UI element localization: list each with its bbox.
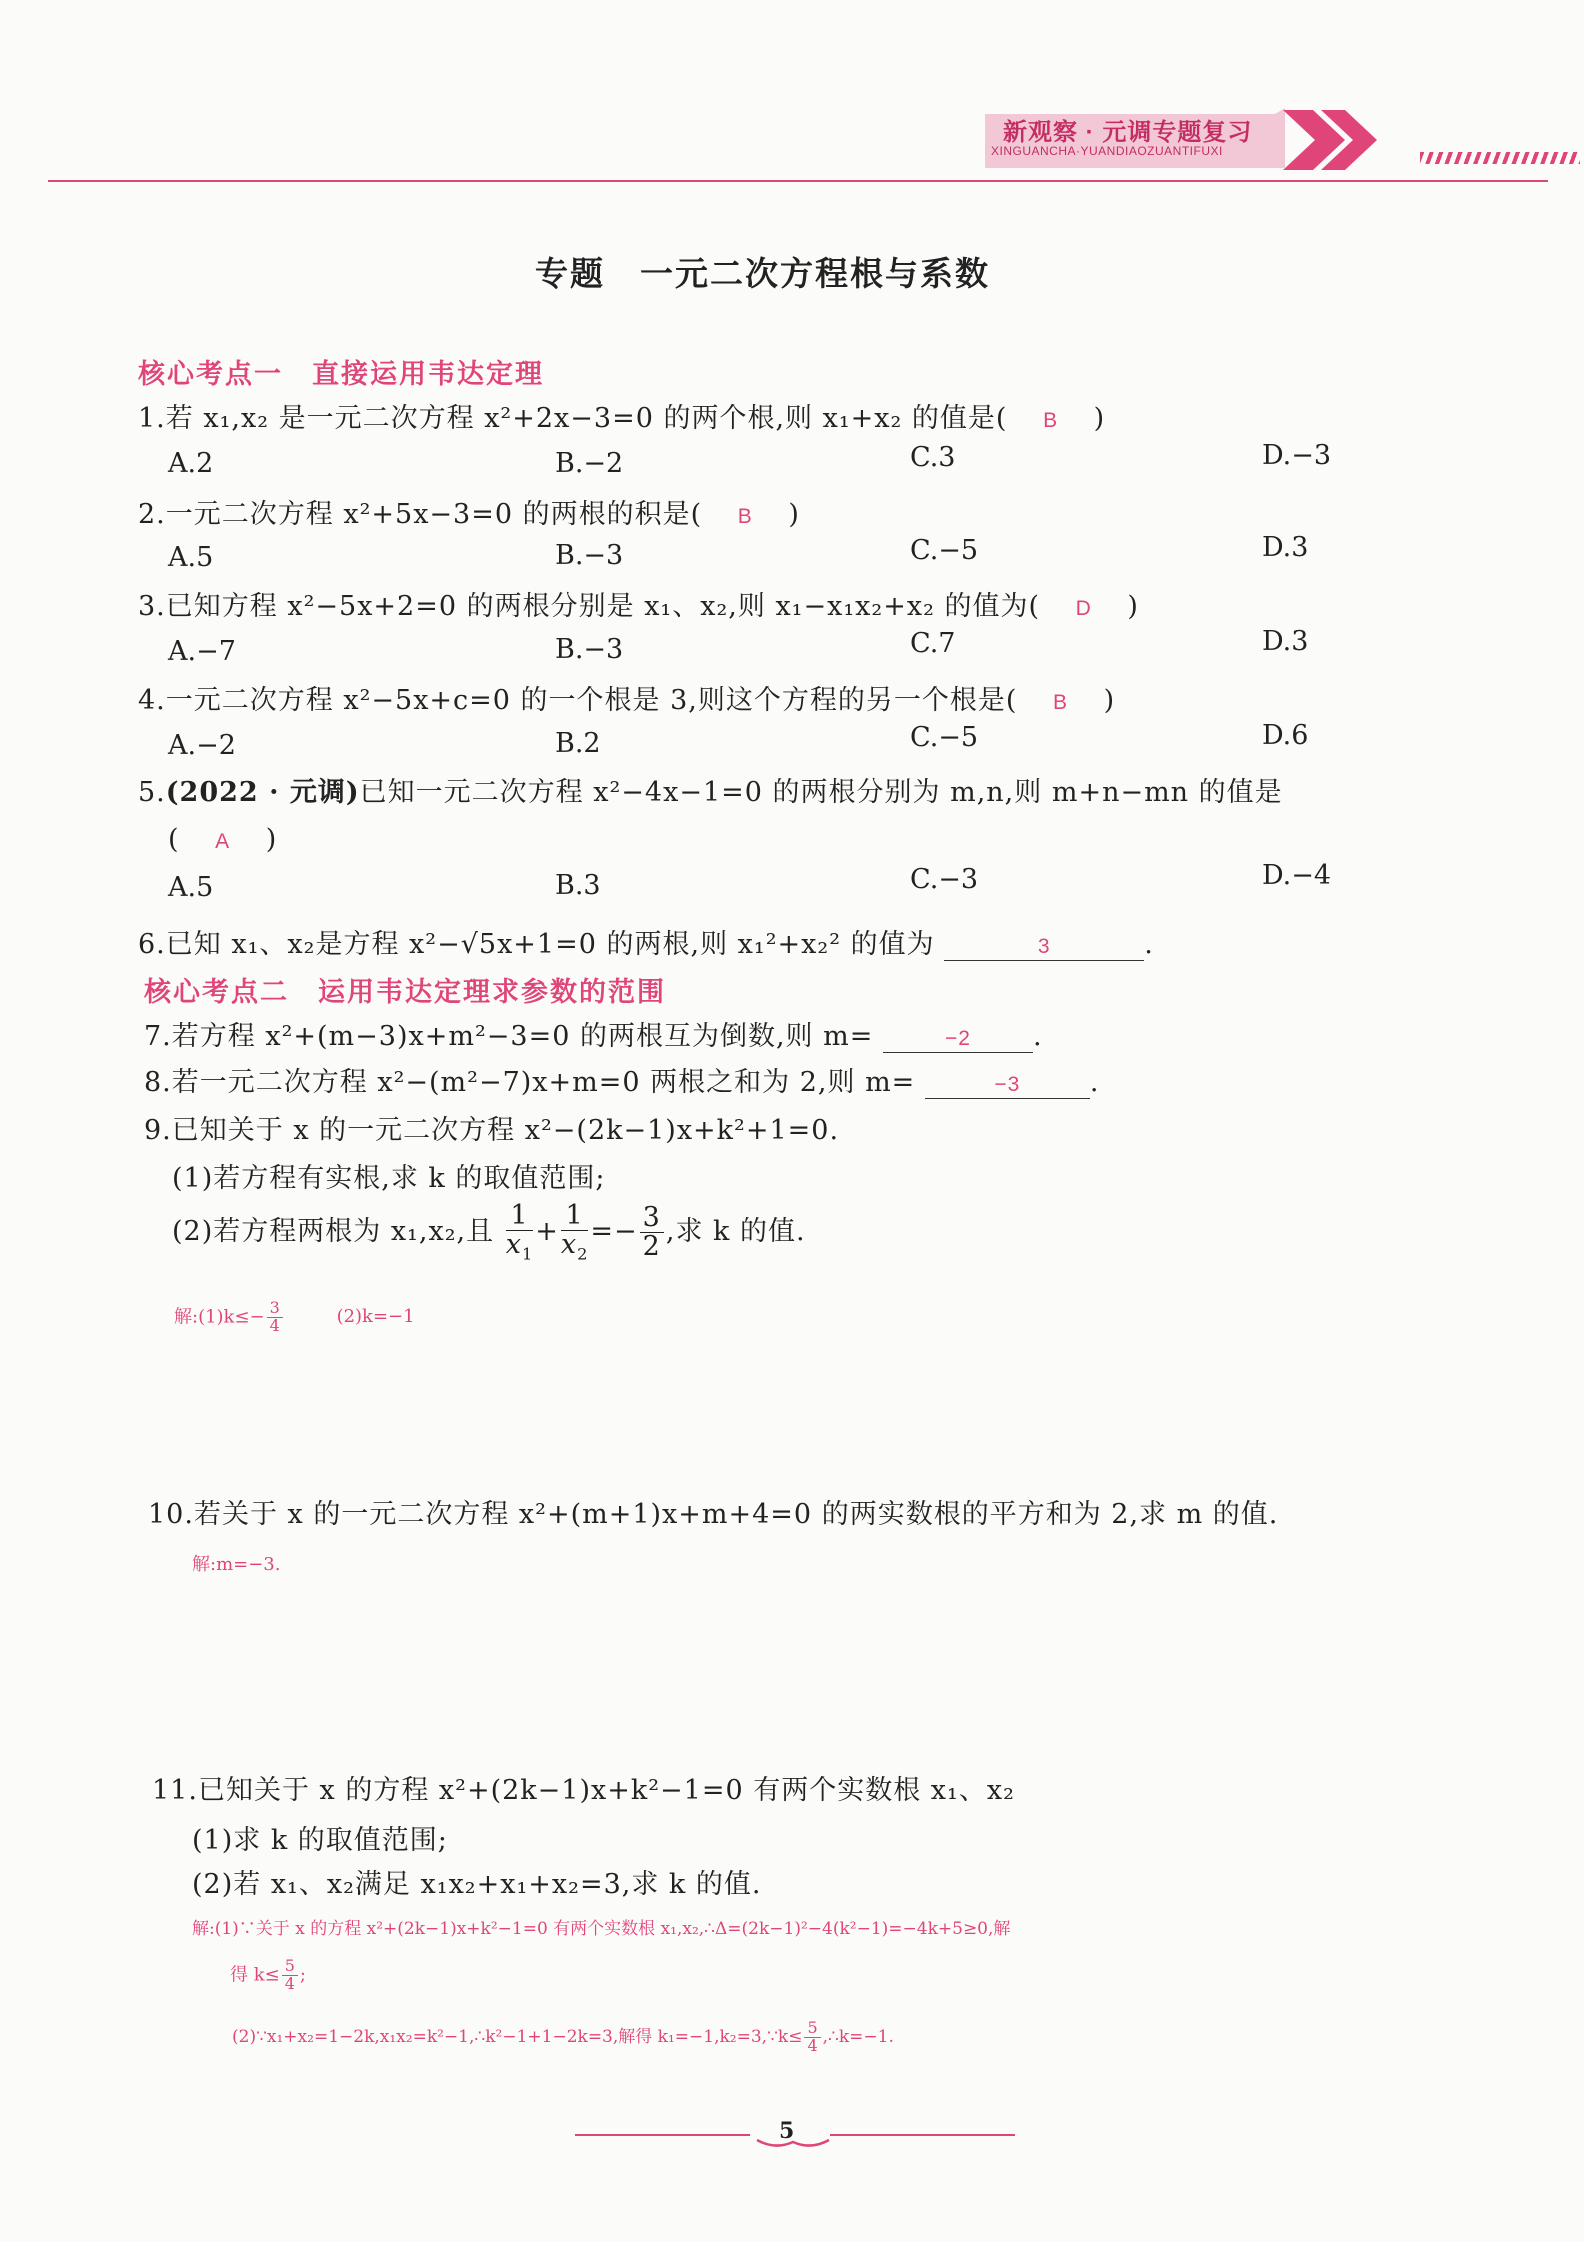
question-4-close: ) <box>1103 685 1116 716</box>
question-9-part2-tail: ,求 k 的值. <box>665 1215 806 1247</box>
book-icon <box>755 2138 831 2150</box>
header-dashes <box>1420 152 1580 164</box>
question-9-part2-lead: (2)若方程两根为 x₁,x₂,且 <box>172 1215 495 1247</box>
question-2-text: 2.一元二次方程 x²+5x−3=0 的两根的积是( <box>138 499 703 530</box>
option-1d: D.−3 <box>1262 440 1332 471</box>
header-rule <box>48 180 1548 182</box>
page-number: 5 <box>779 2118 795 2144</box>
option-4d: D.6 <box>1262 720 1309 751</box>
question-6-answer: 3 <box>1037 935 1051 958</box>
option-5b: B.3 <box>555 870 601 901</box>
question-7-end: . <box>1032 1021 1043 1052</box>
question-8-text: 8.若一元二次方程 x²−(m²−7)x+m=0 两根之和为 2,则 m= <box>144 1067 916 1098</box>
question-5-close: ) <box>265 824 278 855</box>
question-11-solution-line2-text: 得 k≤ <box>230 1964 280 1986</box>
question-6-end: . <box>1144 929 1154 960</box>
footer-line-left <box>575 2134 750 2136</box>
option-5c: C.−3 <box>910 864 979 895</box>
question-5-open: ( <box>168 824 180 855</box>
question-3 <box>138 584 1139 623</box>
option-4c: C.−5 <box>910 722 979 753</box>
question-9-solution-fraction <box>267 1300 283 1335</box>
question-3-text: 3.已知方程 x²−5x+2=0 的两根分别是 x₁、x₂,则 x₁−x₁x₂+x₂ 的值为( <box>138 591 1041 622</box>
question-11-solution-line2-num: 5 <box>282 1958 298 1976</box>
question-1-text: 1.若 x₁,x₂ 是一元二次方程 x²+2x−3=0 的两个根,则 x₁+x₂ 的值是( <box>138 403 1008 434</box>
option-2b: B.−3 <box>555 540 624 571</box>
fraction-1-over-x2: $\frac{1}{x_2}$ <box>560 1200 589 1264</box>
question-5-text: 已知一元二次方程 x²−4x−1=0 的两根分别为 m,n,则 m+n−mn 的值是 <box>359 777 1283 808</box>
question-11-solution-line3-den: 4 <box>807 2035 818 2055</box>
question-2-close: ) <box>788 499 800 530</box>
option-1b: B.−2 <box>555 448 624 479</box>
question-4-text: 4.一元二次方程 x²−5x+c=0 的一个根是 3,则这个方程的另一个根是( <box>138 685 1018 716</box>
option-4b: B.2 <box>555 728 601 759</box>
question-5-number: 5. <box>138 777 166 808</box>
option-3b: B.−3 <box>555 634 624 665</box>
question-6 <box>138 922 1154 961</box>
question-4 <box>138 678 1115 717</box>
header-banner <box>985 108 1405 170</box>
question-3-close: ) <box>1127 591 1139 622</box>
question-9: 9.已知关于 x 的一元二次方程 x²−(2k−1)x+k²+1=0. <box>144 1115 840 1146</box>
option-1c: C.3 <box>910 442 956 473</box>
question-8-answer: −3 <box>994 1073 1021 1096</box>
option-1a: A.2 <box>168 448 214 479</box>
question-5 <box>138 770 1283 809</box>
question-11-solution-line2 <box>230 1958 306 1993</box>
question-8 <box>144 1060 1100 1099</box>
question-11-solution-line2-end: ; <box>299 1964 306 1986</box>
option-3d: D.3 <box>1262 626 1309 657</box>
question-3-answer: D <box>1075 597 1092 620</box>
header-subtitle: XINGUANCHA·YUANDIAOZUANTIFUXI <box>991 144 1223 158</box>
question-2 <box>138 492 800 531</box>
option-3c: C.7 <box>910 628 956 659</box>
fraction-1-over-x1: $\frac{1}{x_1}$ <box>505 1200 534 1264</box>
option-3a: A.−7 <box>168 636 236 667</box>
question-9-equals: = <box>590 1215 615 1247</box>
option-5a: A.5 <box>168 872 214 903</box>
question-8-end: . <box>1089 1067 1100 1098</box>
question-1-close: ) <box>1093 403 1106 434</box>
option-5d: D.−4 <box>1262 860 1332 891</box>
question-11: 11.已知关于 x 的方程 x²+(2k−1)x+k²−1=0 有两个实数根 x₁、x₂ <box>152 1775 1015 1806</box>
header-title: 新观察 · 元调专题复习 <box>1003 119 1253 146</box>
question-10-solution: 解:m=−3. <box>192 1554 281 1575</box>
question-8-blank <box>925 1067 1090 1099</box>
question-5-answer: A <box>215 830 231 853</box>
question-6-text: 6.已知 x₁、x₂是方程 x²−√5x+1=0 的两根,则 x₁²+x₂² 的值为 <box>138 929 935 960</box>
question-9-solution <box>174 1300 415 1335</box>
question-9-solution-2: (2)k=−1 <box>336 1306 415 1328</box>
question-10: 10.若关于 x 的一元二次方程 x²+(m+1)x+m+4=0 的两实数根的平方和为 2,求 m 的值. <box>148 1499 1279 1530</box>
question-9-solution-den: 4 <box>269 1315 280 1335</box>
question-5-line2 <box>168 824 277 855</box>
question-11-part1: (1)求 k 的取值范围; <box>192 1825 448 1856</box>
section-label-1: 核心考点一 直接运用韦达定理 <box>138 359 544 389</box>
question-11-part2: (2)若 x₁、x₂满足 x₁x₂+x₁+x₂=3,求 k 的值. <box>192 1869 762 1900</box>
option-2c: C.−5 <box>910 535 979 566</box>
question-1-answer: B <box>1043 409 1059 432</box>
question-9-solution-num: 3 <box>267 1300 283 1318</box>
question-7-answer: −2 <box>944 1027 971 1050</box>
fraction-3-over-2: $\frac{3}{2}$ <box>640 1204 664 1262</box>
question-11-solution-line2-fraction <box>282 1958 298 1993</box>
question-11-solution-line3-text: (2)∵x₁+x₂=1−2k,x₁x₂=k²−1,∴k²−1+1−2k=3,解得 k₁=−1,k₂=3,∵k≤ <box>232 2026 803 2047</box>
question-11-solution-line3 <box>232 2020 894 2055</box>
question-4-answer: B <box>1053 691 1069 714</box>
section-label-2: 核心考点二 运用韦达定理求参数的范围 <box>144 977 666 1007</box>
footer-line-right <box>830 2134 1015 2136</box>
question-2-answer: B <box>737 505 753 528</box>
question-5-tag: (2022 · 元调) <box>165 777 360 808</box>
question-11-solution-line1: 解:(1)∵关于 x 的方程 x²+(2k−1)x+k²−1=0 有两个实数根 x₁,x₂,∴Δ=(2k−1)²−4(k²−1)=−4k+5≥0,解 <box>192 1919 1011 1939</box>
question-7-blank <box>883 1021 1033 1053</box>
question-1 <box>138 396 1105 435</box>
question-11-solution-line3-end: ,∴k=−1. <box>822 2026 894 2047</box>
question-11-solution-line3-num: 5 <box>804 2020 820 2038</box>
option-2d: D.3 <box>1262 532 1309 563</box>
page-title: 专题 一元二次方程根与系数 <box>535 254 990 293</box>
question-7 <box>144 1014 1043 1053</box>
footer-ornament <box>575 2120 1015 2150</box>
question-11-solution-line2-den: 4 <box>284 1973 295 1993</box>
question-6-blank <box>944 929 1144 961</box>
question-11-solution-line3-fraction <box>804 2020 820 2055</box>
question-7-text: 7.若方程 x²+(m−3)x+m²−3=0 的两根互为倒数,则 m= <box>144 1021 874 1052</box>
question-9-solution-1: 解:(1)k≤− <box>174 1306 265 1328</box>
option-2a: A.5 <box>168 542 214 573</box>
question-9-part2: (2)若方程两根为 x₁,x₂,且 $\frac{1}{x_1}$ + $\frac{1}{x_2}$ =− $\frac{3}{2}$ ,求 k 的值. <box>172 1200 806 1264</box>
option-4a: A.−2 <box>168 730 236 761</box>
question-9-part1: (1)若方程有实根,求 k 的取值范围; <box>172 1163 606 1194</box>
